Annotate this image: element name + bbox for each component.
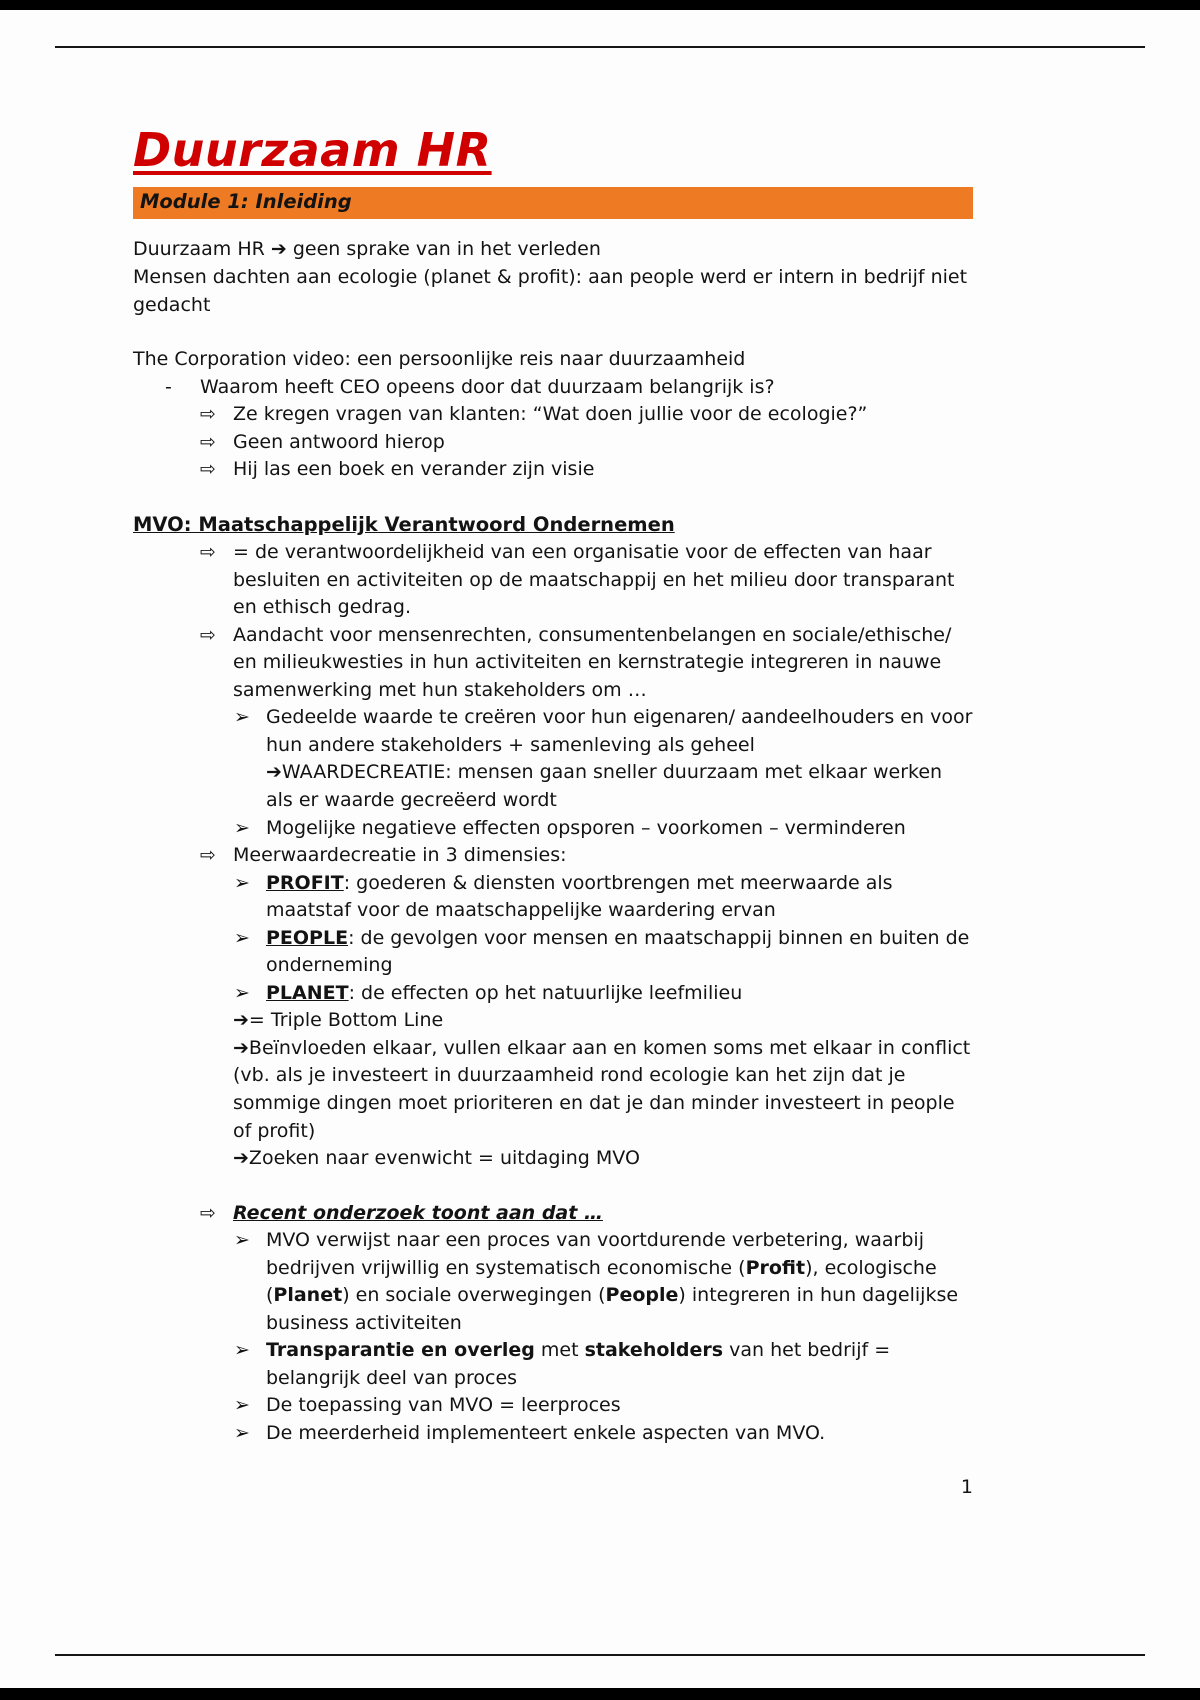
question-list-item	[133, 374, 973, 402]
top-edge-bar	[0, 0, 1200, 10]
right-arrow-icon: ➔	[270, 238, 287, 261]
arrow-right-icon: ⇨	[200, 1201, 216, 1224]
answer-list-item	[133, 429, 973, 457]
zoeken-text: Zoeken naar evenwicht = uitdaging MVO	[248, 1147, 640, 1170]
dimension-people-text	[266, 927, 969, 977]
arrowhead-icon: ➢	[234, 1394, 250, 1417]
intro-line-1-text: Duurzaam HR	[133, 238, 271, 261]
dash-marker: -	[165, 375, 172, 398]
answer-text: Ze kregen vragen van klanten: “Wat doen jullie voor de ecologie?”	[233, 403, 868, 426]
intro-line-2: Mensen dachten aan ecologie (planet & profit): aan people werd er intern in bedrijf niet gedacht	[133, 265, 968, 316]
dimension-profit-item	[133, 870, 973, 925]
recent-heading-item	[133, 1200, 973, 1228]
page-number: 1	[960, 1476, 973, 1498]
module-banner-label: Module 1: Inleiding	[140, 189, 352, 213]
recent-item-2-seg: met	[534, 1339, 585, 1362]
meerwaarde-item	[133, 842, 973, 870]
stakeholders-bold: stakeholders	[584, 1339, 724, 1362]
question-text: Waarom heeft CEO opeens door dat duurzaam belangrijk is?	[200, 375, 775, 398]
triple-bottom-line	[133, 1007, 973, 1035]
planet-bold: Planet	[273, 1284, 343, 1307]
people-bold: People	[605, 1284, 679, 1307]
planet-description: : de effecten op het natuurlijke leefmilieu	[348, 981, 743, 1004]
intro-line-1-rest: geen sprake van in het verleden	[286, 238, 601, 261]
intro-paragraph	[133, 236, 973, 319]
recent-item-1-text	[266, 1229, 958, 1334]
recent-heading-text: Recent onderzoek toont aan dat …	[233, 1201, 603, 1224]
recent-item-4-text: De meerderheid implementeert enkele aspecten van MVO.	[266, 1422, 826, 1445]
answer-list-item	[133, 456, 973, 484]
heavy-arrow-icon: ➔	[233, 1147, 249, 1170]
negatieve-effecten-text: Mogelijke negatieve effecten opsporen – voorkomen – verminderen	[266, 816, 906, 839]
recent-item-1-seg: ), ecologische (	[266, 1256, 937, 1307]
arrowhead-icon: ➢	[234, 1422, 250, 1445]
spacer	[133, 484, 973, 511]
arrowhead-icon: ➢	[234, 1229, 250, 1252]
profit-label: PROFIT	[266, 871, 344, 894]
planet-label: PLANET	[266, 981, 349, 1004]
mvo-definition-text: = de verantwoordelijkheid van een organisatie voor de effecten van haar besluiten en activiteiten op de maatschappij en het milieu door transparant en ethisch gedrag.	[233, 541, 955, 619]
recent-item-4	[133, 1420, 973, 1448]
triple-bottom-line-text: = Triple Bottom Line	[248, 1009, 444, 1032]
recent-item-3-text: De toepassing van MVO = leerproces	[266, 1394, 621, 1417]
meerwaarde-text: Meerwaardecreatie in 3 dimensies:	[233, 844, 567, 867]
module-banner	[133, 187, 973, 220]
mvo-aandacht-text: Aandacht voor mensenrechten, consumentenbelangen en sociale/ethische/ en milieukwesties in hun activiteiten en kernstrategie integreren in nauwe samenwerking met hun stakeholders om …	[233, 623, 952, 701]
recent-item-3	[133, 1392, 973, 1420]
answer-text: Geen antwoord hierop	[233, 430, 445, 453]
dimension-planet-item	[133, 980, 973, 1008]
arrowhead-icon: ➢	[234, 871, 250, 894]
dimension-profit-text	[266, 872, 893, 922]
bottom-rule	[55, 1654, 1145, 1656]
people-label: PEOPLE	[266, 926, 349, 949]
heavy-arrow-icon: ➔	[233, 1009, 249, 1032]
spacer	[133, 319, 973, 346]
gedeelde-waarde-line-1: Gedeelde waarde te creëren voor hun eigenaren/ aandeelhouders en voor hun andere stakeholders + samenleving als geheel	[266, 706, 973, 756]
profit-bold: Profit	[745, 1256, 806, 1279]
people-description: : de gevolgen voor mensen en maatschappij binnen en buiten de onderneming	[266, 926, 970, 977]
corporation-lead: The Corporation video: een persoonlijke reis naar duurzaamheid	[133, 348, 746, 371]
recent-item-2-seg: van het bedrijf = belangrijk deel van proces	[266, 1339, 891, 1389]
recent-item-2-text	[266, 1339, 890, 1389]
bottom-edge-bar	[0, 1688, 1200, 1700]
waardecreatie-text: WAARDECREATIE: mensen gaan sneller duurzaam met elkaar werken als er waarde gecreëerd wordt	[266, 761, 943, 811]
arrowhead-icon: ➢	[234, 706, 250, 729]
answer-list-item	[133, 401, 973, 429]
recent-item-1-seg: MVO verwijst naar een proces van voortdurende verbetering, waarbij bedrijven vrijwillig en systematisch economische (	[266, 1229, 924, 1279]
recent-item-1-seg: ) en sociale overwegingen (	[342, 1284, 606, 1307]
mvo-definition-item	[133, 539, 973, 622]
recent-item-1-seg: ) integreren in hun dagelijkse business activiteiten	[266, 1284, 959, 1334]
arrow-right-icon: ⇨	[200, 403, 216, 426]
spacer	[133, 1173, 973, 1200]
arrowhead-icon: ➢	[234, 926, 250, 949]
arrowhead-icon: ➢	[234, 981, 250, 1004]
recent-item-1	[133, 1227, 973, 1337]
arrow-right-icon: ⇨	[200, 541, 216, 564]
title-row	[133, 124, 973, 187]
page-content	[133, 124, 973, 1448]
arrowhead-icon: ➢	[234, 1339, 250, 1362]
profit-description: : goederen & diensten voortbrengen met meerwaarde als maatstaf voor de maatschappelijke waardering ervan	[266, 871, 893, 922]
heavy-arrow-icon: ➔	[266, 761, 282, 784]
mvo-aandacht-item	[133, 622, 973, 705]
arrowhead-icon: ➢	[234, 816, 250, 839]
mvo-section-heading: MVO: Maatschappelijk Verantwoord Ondernemen	[133, 512, 675, 536]
heavy-arrow-icon: ➔	[233, 1036, 249, 1059]
dimension-planet-text	[266, 982, 742, 1004]
negatieve-effecten-item	[133, 815, 973, 843]
arrow-right-icon: ⇨	[200, 430, 216, 453]
top-rule	[55, 46, 1145, 48]
arrow-right-icon: ⇨	[200, 458, 216, 481]
page-title: Duurzaam HR	[133, 123, 492, 177]
recent-item-2	[133, 1337, 973, 1392]
gedeelde-waarde-item	[133, 704, 973, 814]
transparantie-bold: Transparantie en overleg	[266, 1339, 535, 1362]
gedeelde-waarde-text	[266, 706, 972, 811]
intro-line-1	[133, 236, 973, 264]
beinvloeden-paragraph	[133, 1035, 973, 1145]
dimension-people-item	[133, 925, 973, 980]
answer-text: Hij las een boek en verander zijn visie	[233, 458, 595, 481]
arrow-right-icon: ⇨	[200, 844, 216, 867]
arrow-right-icon: ⇨	[200, 623, 216, 646]
beinvloeden-text: Beïnvloeden elkaar, vullen elkaar aan en komen soms met elkaar in conflict (vb. als je investeert in duurzaamheid rond ecologie kan het zijn dat je sommige dingen moet prioriteren en dat je dan minder investeert in people of profit)	[233, 1036, 971, 1142]
zoeken-paragraph	[133, 1145, 973, 1173]
